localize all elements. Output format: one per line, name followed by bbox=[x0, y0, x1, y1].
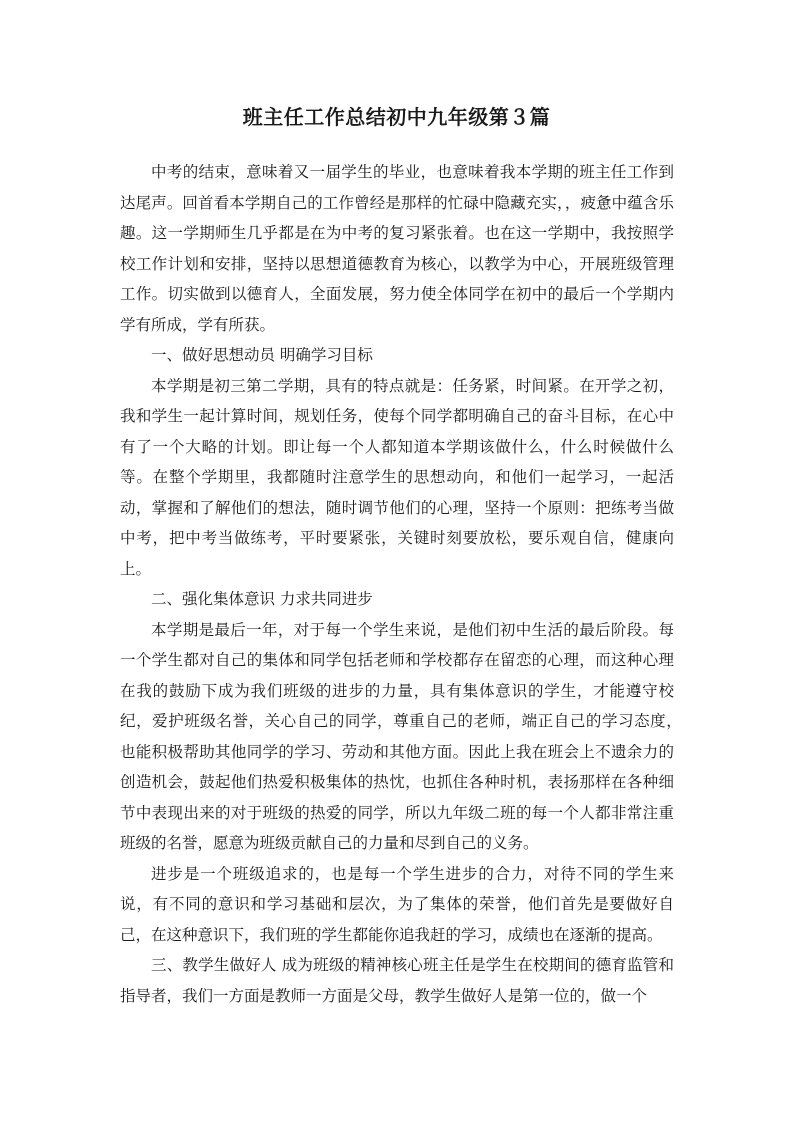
section-heading-2: 二、强化集体意识 力求共同进步 bbox=[151, 590, 373, 608]
paragraph-section-3: 三、教学生做好人 成为班级的精神核心班主任是学生在校期间的德育监管和指导者，我们一方面是教师一方面是父母，教学生做好人是第一位的，做一个 bbox=[120, 956, 674, 1005]
document-title: 班主任工作总结初中九年级第３篇 bbox=[242, 105, 551, 129]
paragraph-section-2: 本学期是最后一年，对于每一个学生来说，是他们初中生活的最后阶段。每一个学生都对自己的集体和同学包括老师和学校都存在留恋的心理，而这种心理在我的鼓励下成为我们班级的进步的力量，具有集体意识的学生，才能遵守校纪，爱护班级名誉，关心自己的同学，尊重自己的老师，端正自己的学习态度， 也能积极帮助其他同学的学习、劳动和其他方面。因此上我在班会上不遗余力的创造机会，鼓起他们热爱积极集体的热忱，也抓住各种时机，表扬那样在各种细节中表现出来的对于班级的热爱的同学，所以九年级二班的每一个人都非常注重班级的名誉，愿意为班级贡献自己的力量和尽到自己的义务。 bbox=[120, 620, 690, 852]
paragraph-intro: 中考的结束，意味着又一届学生的毕业，也意味着我本学期的班主任工作到达尾声。回首看本学期自己的工作曾经是那样的忙碌中隐藏充实，，疲惫中蕴含乐趣。这一学期师生几乎都是在为中考的复习紧张着。也在这一学期中，我按照学校工作计划和安排，坚持以思想道德教育为核心，以教学为中心，开展班级管理工作。切实做到以德育人，全面发展，努力使全体同学在初中的最后一个学期内学有所成，学有所获。 bbox=[120, 163, 674, 334]
paragraph-section-2-cont: 进步是一个班级追求的，也是每一个学生进步的合力，对待不同的学生来说，有不同的意识和学习基础和层次，为了集体的荣誉，他们首先是要做好自己，在这种意识下，我们班的学生都能你追我赶的学习，成绩也在逐渐的提高。 bbox=[120, 864, 674, 944]
section-heading-1: 一、做好思想动员 明确学习目标 bbox=[151, 346, 373, 364]
document-body bbox=[120, 157, 690, 1011]
paragraph-section-1: 本学期是初三第二学期，具有的特点就是：任务紧，时间紧。在开学之初，我和学生一起计算时间，规划任务，使每个同学都明确自己的奋斗目标，在心中有了一个大略的计划。即让每一个人都知道本学期该做什么，什么时候做什么等。在整个学期里，我都随时注意学生的思想动向，和他们一起学习，一起活动，掌握和了解他们的想法，随时调节他们的心理，坚持一个原则：把练考当做中考，把中考当做练考，平时要紧张，关键时刻要放松，要乐观自信，健康向上。 bbox=[120, 376, 674, 578]
